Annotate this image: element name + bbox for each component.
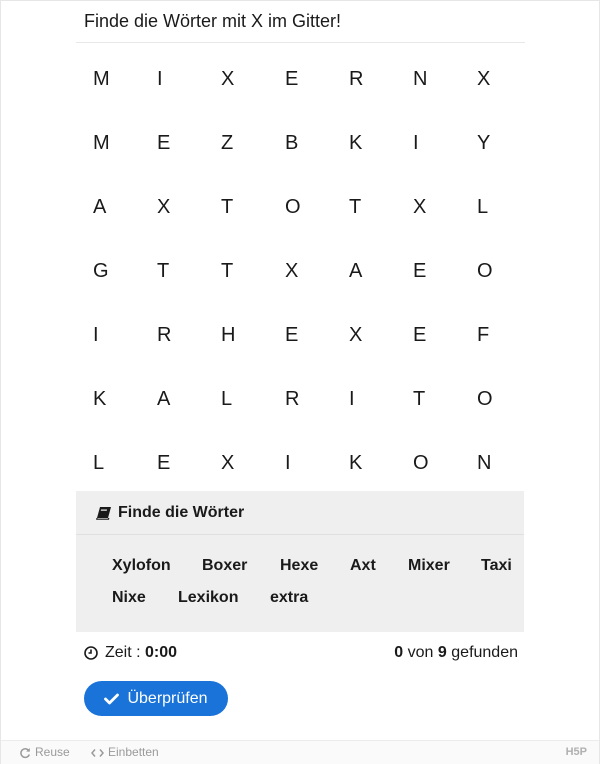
grid-cell-r1-c6[interactable]: N (413, 68, 428, 90)
grid-cell-r3-c7[interactable]: L (477, 196, 489, 218)
found-count: 0 (394, 644, 404, 661)
grid-cell-r5-c3[interactable]: H (221, 324, 236, 346)
grid-cell-r3-c5[interactable]: T (349, 196, 362, 218)
word-item: Taxi (481, 557, 512, 574)
grid-cell-r5-c4[interactable]: E (285, 324, 299, 346)
grid-cell-r1-c2[interactable]: I (157, 68, 163, 90)
check-button[interactable] (84, 681, 228, 716)
checkmark-icon (104, 693, 119, 705)
word-item: Boxer (202, 557, 248, 574)
total-count: 9 (437, 644, 447, 661)
book-icon (96, 506, 112, 520)
found-counter (394, 642, 518, 664)
grid-cell-r4-c6[interactable]: E (413, 260, 427, 282)
vocabulary-header (76, 491, 524, 535)
grid-cell-r2-c2[interactable]: E (157, 132, 171, 154)
grid-cell-r5-c6[interactable]: E (413, 324, 427, 346)
timer (84, 642, 177, 664)
grid-cell-r6-c6[interactable]: T (413, 388, 426, 410)
word-item: Nixe (112, 589, 146, 606)
grid-cell-r7-c7[interactable]: N (477, 452, 492, 474)
grid-cell-r4-c7[interactable]: O (477, 260, 493, 282)
grid-cell-r3-c6[interactable]: X (413, 196, 427, 218)
grid-cell-r4-c3[interactable]: T (221, 260, 234, 282)
grid-cell-r2-c3[interactable]: Z (221, 132, 234, 154)
embed-link[interactable] (91, 741, 159, 764)
grid-cell-r4-c1[interactable]: G (93, 260, 109, 282)
clock-icon (84, 646, 98, 660)
grid-cell-r2-c7[interactable]: Y (477, 132, 491, 154)
grid-cell-r1-c3[interactable]: X (221, 68, 235, 90)
vocabulary-header-label: Finde die Wörter (118, 504, 245, 521)
grid-cell-r3-c4[interactable]: O (285, 196, 301, 218)
grid-cell-r6-c4[interactable]: R (285, 388, 300, 410)
task-area (76, 1, 525, 491)
grid-cell-r7-c2[interactable]: E (157, 452, 171, 474)
reuse-icon (19, 747, 31, 759)
grid-cell-r7-c4[interactable]: I (285, 452, 291, 474)
grid-cell-r5-c5[interactable]: X (349, 324, 363, 346)
grid-cell-r5-c2[interactable]: R (157, 324, 172, 346)
grid-cell-r6-c3[interactable]: L (221, 388, 233, 410)
grid-cell-r1-c7[interactable]: X (477, 68, 491, 90)
grid-cell-r3-c1[interactable]: A (93, 196, 107, 218)
word-item: Xylofon (112, 557, 171, 574)
h5p-logo: H5P (565, 746, 587, 758)
grid-cell-r7-c6[interactable]: O (413, 452, 429, 474)
grid-cell-r6-c1[interactable]: K (93, 388, 107, 410)
grid-cell-r7-c1[interactable]: L (93, 452, 105, 474)
grid-cell-r1-c1[interactable]: M (93, 68, 110, 90)
task-title: Finde die Wörter mit X im Gitter! (76, 1, 525, 43)
status-bar (84, 642, 518, 664)
grid-cell-r1-c4[interactable]: E (285, 68, 299, 90)
found-label: gefunden (451, 644, 518, 661)
check-button-label: Überprüfen (127, 689, 208, 707)
grid-cell-r1-c5[interactable]: R (349, 68, 364, 90)
grid-cell-r5-c7[interactable]: F (477, 324, 490, 346)
h5p-action-bar (1, 740, 599, 764)
grid-cell-r2-c6[interactable]: I (413, 132, 419, 154)
grid-cell-r6-c7[interactable]: O (477, 388, 493, 410)
word-item: Hexe (280, 557, 319, 574)
grid-cell-r4-c4[interactable]: X (285, 260, 299, 282)
reuse-label: Reuse (35, 745, 70, 759)
word-list (76, 535, 524, 631)
embed-icon (91, 748, 104, 758)
grid-cell-r2-c5[interactable]: K (349, 132, 363, 154)
grid-cell-r4-c5[interactable]: A (349, 260, 363, 282)
grid-cell-r4-c2[interactable]: T (157, 260, 170, 282)
grid-cell-r7-c3[interactable]: X (221, 452, 235, 474)
word-item: Axt (350, 557, 376, 574)
grid-cell-r6-c5[interactable]: I (349, 388, 355, 410)
grid-cell-r2-c1[interactable]: M (93, 132, 110, 154)
grid-cell-r7-c5[interactable]: K (349, 452, 363, 474)
letter-grid[interactable] (76, 43, 525, 491)
word-item: Mixer (408, 557, 450, 574)
timer-label: Zeit : (105, 644, 141, 661)
word-item: Lexikon (178, 589, 239, 606)
reuse-link[interactable] (19, 741, 70, 764)
grid-cell-r3-c2[interactable]: X (157, 196, 171, 218)
of-label: von (407, 644, 434, 661)
embed-label: Einbetten (108, 745, 159, 759)
grid-cell-r5-c1[interactable]: I (93, 324, 99, 346)
timer-value: 0:00 (145, 644, 178, 661)
grid-cell-r3-c3[interactable]: T (221, 196, 234, 218)
grid-cell-r6-c2[interactable]: A (157, 388, 171, 410)
vocabulary-panel (76, 491, 524, 632)
grid-cell-r2-c4[interactable]: B (285, 132, 299, 154)
word-item: extra (270, 589, 309, 606)
